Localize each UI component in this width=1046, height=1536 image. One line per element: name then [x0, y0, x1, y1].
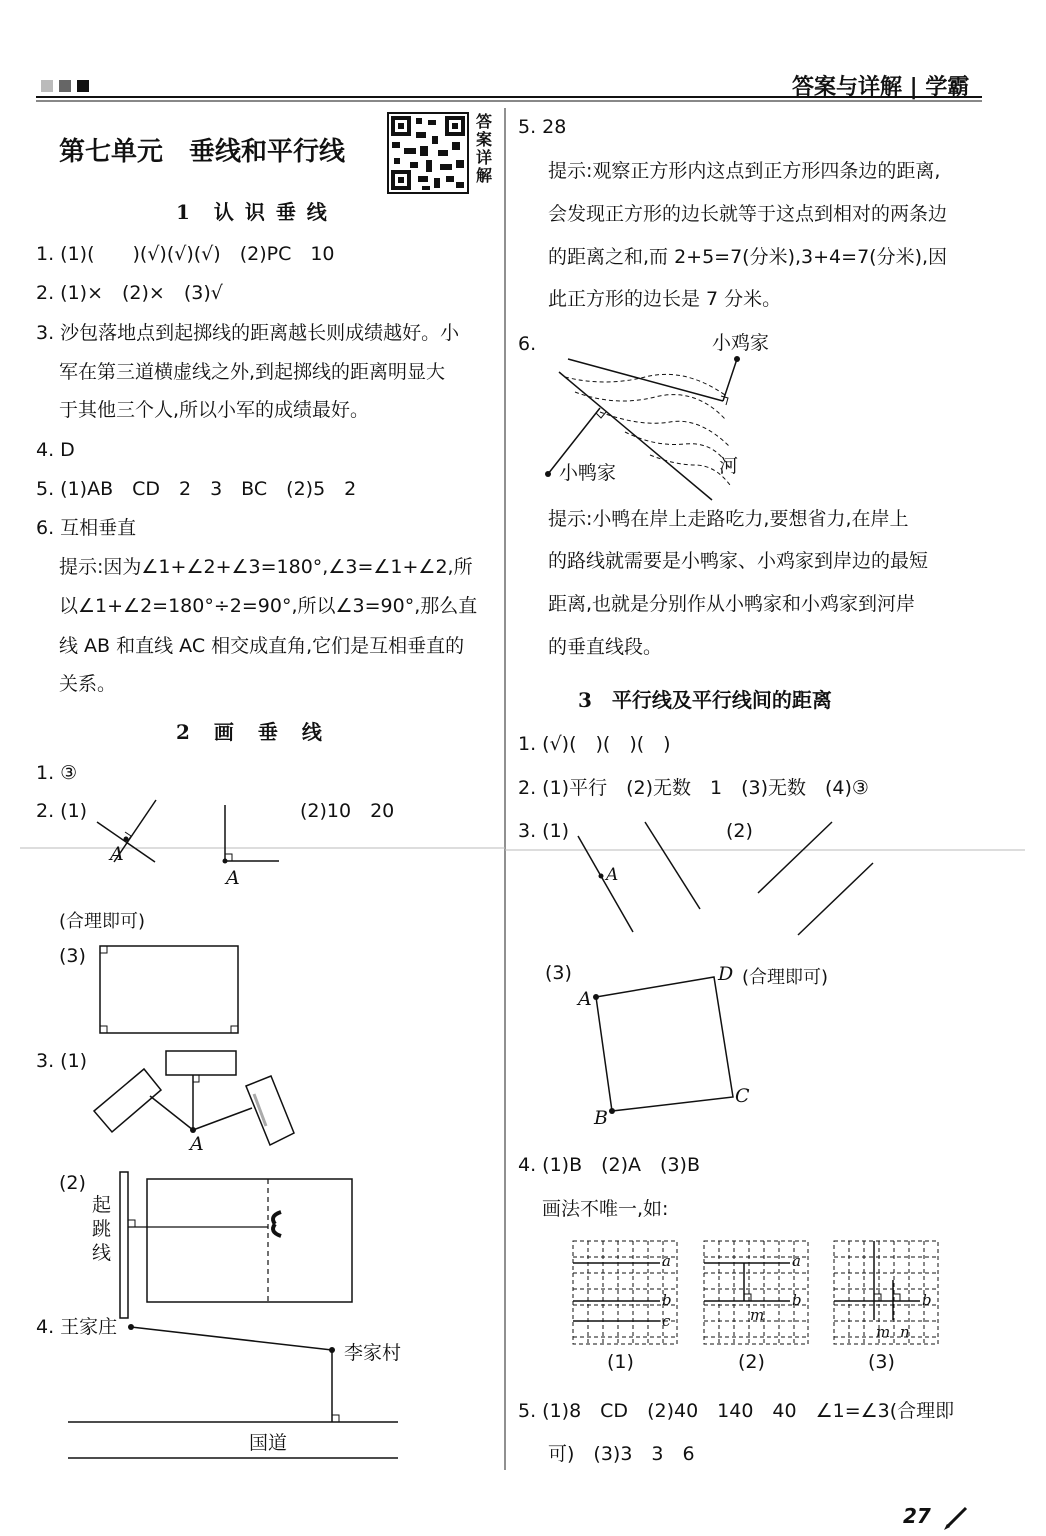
grid3-caption: (3): [868, 1351, 895, 1373]
r-q5-hint-4: 此正方形的边长是 7 分米。: [548, 288, 782, 310]
r-q6-hint-4: 的垂直线段。: [548, 636, 663, 658]
s2-q2-3: (3): [59, 945, 86, 967]
header-title: 答案与详解 | 学霸: [792, 75, 970, 100]
r-q6-hint-3: 距离,也就是分别作从小鸭家和小鸡家到河岸: [548, 593, 916, 615]
s1-line-12: 关系。: [59, 673, 117, 695]
point-A-label-1: A: [110, 843, 124, 865]
river-label: 河: [719, 455, 739, 477]
s2-q4-label: 4. 王家庄: [36, 1316, 118, 1338]
section1-title: 1 认 识 垂 线: [176, 200, 329, 224]
s2-q1: 1. ③: [36, 762, 78, 784]
r-q6: 6.: [518, 333, 537, 355]
s1-line-5: 于其他三个人,所以小军的成绩最好。: [59, 399, 370, 421]
point-A-label-sq: A: [578, 988, 592, 1010]
highway-label: 国道: [249, 1432, 288, 1454]
point-C-label: C: [735, 1085, 750, 1107]
grid3-label-b: b: [922, 1291, 932, 1309]
s3-q3-3: (3): [545, 962, 572, 984]
point-B-label: B: [594, 1107, 608, 1129]
duck-home-label: 小鸭家: [559, 462, 617, 484]
s2-q2-2: (2)10 20: [300, 800, 395, 822]
s1-line-8: 6. 互相垂直: [36, 517, 137, 539]
r-q5: 5. 28: [518, 116, 567, 138]
r-q5-hint-3: 的距离之和,而 2+5=7(分米),3+4=7(分米),因: [548, 246, 948, 268]
reasonable-note: (合理即可): [59, 911, 146, 932]
s1-line-1: 1. (1)( )(√)(√)(√) (2)PC 10: [36, 243, 335, 265]
s2-q2-1: 2. (1): [36, 800, 88, 822]
point-A-label-3: A: [190, 1133, 204, 1155]
s3-q4-note: 画法不唯一,如:: [542, 1198, 669, 1220]
s1-line-6: 4. D: [36, 439, 75, 461]
s3-line-1: 1. (√)( )( )( ): [518, 733, 671, 755]
s2-q3-1: 3. (1): [36, 1050, 88, 1072]
s1-line-4: 军在第三道横虚线之外,到起掷线的距离明显大: [59, 361, 446, 383]
s3-q5-line-1: 5. (1)8 CD (2)40 140 40 ∠1=∠3(合理即: [518, 1400, 955, 1422]
s1-line-11: 线 AB 和直线 AC 相交成直角,它们是互相垂直的: [59, 635, 465, 657]
qr-code[interactable]: [388, 113, 468, 193]
s1-line-3: 3. 沙包落地点到起掷线的距离越长则成绩越好。小: [36, 322, 460, 344]
chick-home-label: 小鸡家: [712, 332, 770, 354]
section2-title: 2 画 垂 线: [176, 720, 324, 744]
grid3-label-n: n: [900, 1323, 910, 1341]
s2-q3-2: (2): [59, 1172, 86, 1194]
grid2-caption: (2): [738, 1351, 765, 1373]
r-q5-hint-1: 提示:观察正方形内这点到正方形四条边的距离,: [548, 160, 941, 182]
s3-q5-line-2: 可) (3)3 3 6: [548, 1443, 695, 1465]
point-A-label-2: A: [226, 867, 240, 889]
grid1-label-a: a: [662, 1252, 671, 1270]
s3-q3-1: 3. (1): [518, 820, 570, 842]
village-li-label: 李家村: [344, 1342, 402, 1364]
grid1-label-b: b: [662, 1291, 672, 1309]
s3-q3-2: (2): [726, 820, 753, 842]
s3-q4: 4. (1)B (2)A (3)B: [518, 1154, 700, 1176]
grid2-label-a: a: [792, 1252, 801, 1270]
page-number: 27: [903, 1504, 931, 1528]
grid2-label-m: m: [750, 1306, 765, 1324]
q3-reasonable-note: (合理即可): [742, 967, 829, 988]
grid2-label-b: b: [792, 1291, 802, 1309]
r-q5-hint-2: 会发现正方形的边长就等于这点到相对的两条边: [548, 203, 948, 225]
grid1-label-c: c: [662, 1312, 671, 1330]
s1-line-10: 以∠1+∠2=180°÷2=90°,所以∠3=90°,那么直: [59, 595, 478, 617]
r-q6-hint-1: 提示:小鸭在岸上走路吃力,要想省力,在岸上: [548, 508, 909, 530]
throw-line-char-2: 跳: [92, 1218, 112, 1240]
point-D-label: D: [718, 963, 734, 985]
qr-caption: 答案详解: [476, 112, 493, 185]
throw-line-char-1: 起: [92, 1194, 112, 1216]
r-q6-hint-2: 的路线就需要是小鸭家、小鸡家到岸边的最短: [548, 550, 929, 572]
s1-line-9: 提示:因为∠1+∠2+∠3=180°,∠3=∠1+∠2,所: [59, 556, 473, 578]
grid3-label-m: m: [876, 1323, 891, 1341]
s1-line-7: 5. (1)AB CD 2 3 BC (2)5 2: [36, 478, 357, 500]
section3-title: 3 平行线及平行线间的距离: [578, 688, 832, 712]
throw-line-char-3: 线: [92, 1242, 112, 1264]
unit-title: 第七单元 垂线和平行线: [59, 137, 346, 167]
point-A-label-r: A: [606, 865, 619, 885]
grid1-caption: (1): [607, 1351, 634, 1373]
s1-line-2: 2. (1)× (2)× (3)√: [36, 282, 223, 304]
pencil-icon: [944, 1508, 966, 1530]
s3-line-2: 2. (1)平行 (2)无数 1 (3)无数 (4)③: [518, 777, 869, 799]
